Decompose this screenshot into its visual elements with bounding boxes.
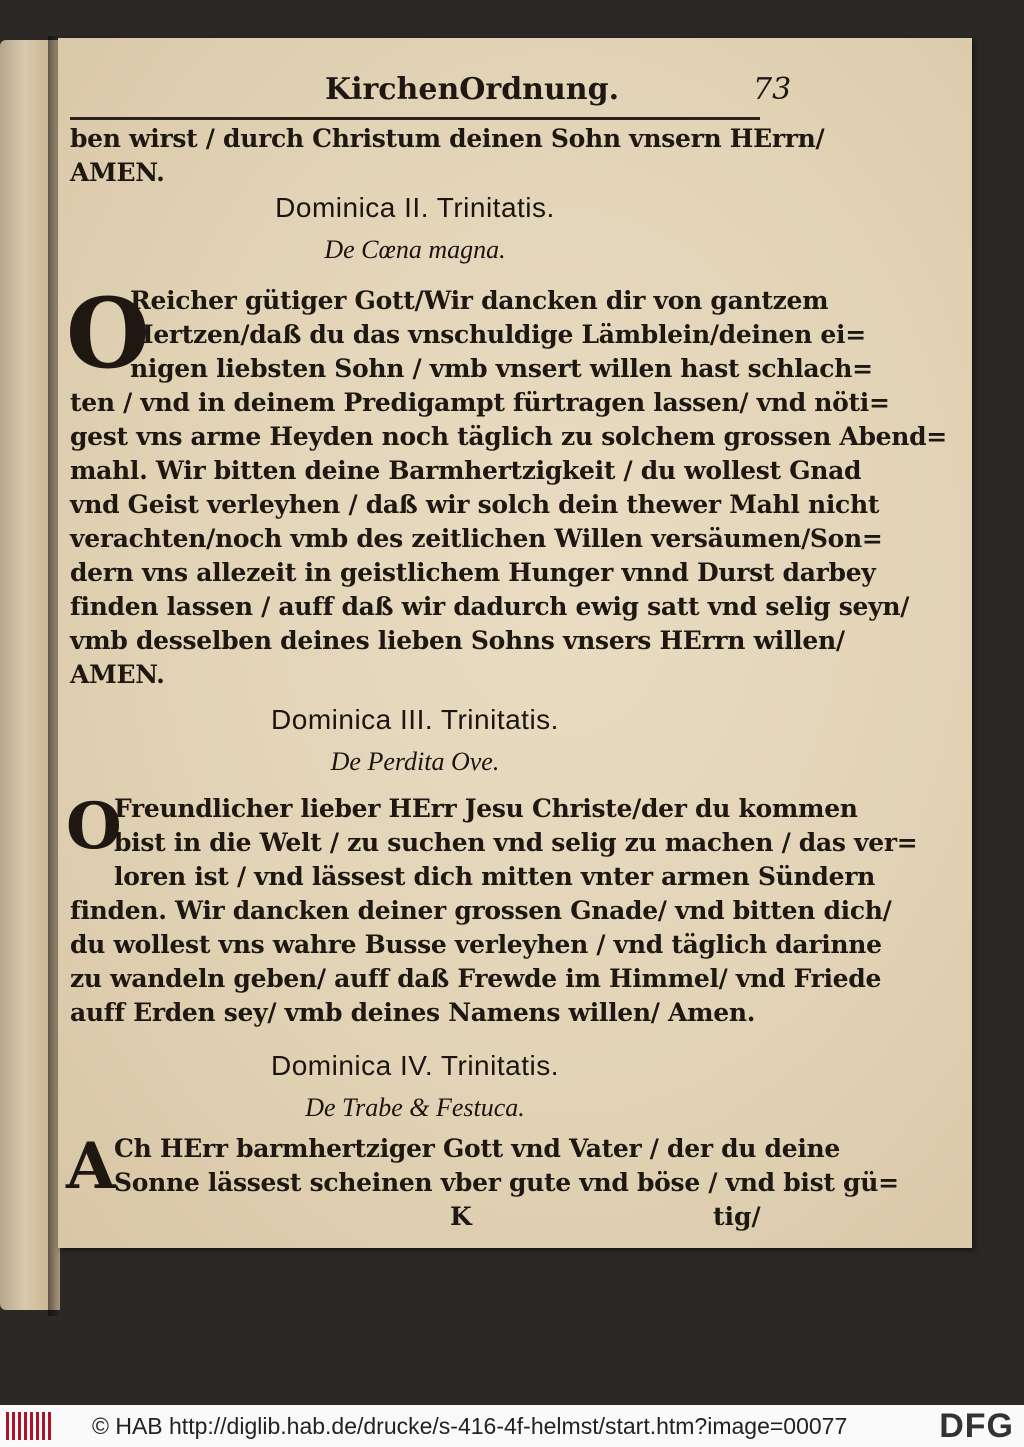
- dfg-logo: DFG: [939, 1407, 1014, 1445]
- text-line: du wollest vns wahre Busse verleyhen / vnd täglich darinne: [70, 930, 882, 959]
- text-block: [66, 122, 947, 1234]
- prayer-paragraph: [66, 1129, 899, 1204]
- text-line: vmb desselben deines lieben Sohns vnsers HErrn willen/: [70, 626, 845, 655]
- text-line: AMEN.: [70, 158, 165, 187]
- text-line: gest vns arme Heyden noch täglich zu solchem grossen Abend=: [70, 422, 947, 451]
- text-line: finden lassen / auff daß wir dadurch ewig satt vnd selig seyn/: [70, 592, 910, 621]
- viewer-footer-bar: [0, 1405, 1024, 1447]
- section-heading: Dominica II. Trinitatis.: [275, 192, 555, 223]
- text-line: mahl. Wir bitten deine Barmhertzigkeit / du wollest Gnad: [70, 456, 862, 485]
- hab-barcode-icon: [6, 1412, 52, 1440]
- page-header: [70, 72, 792, 112]
- text-line: Freundlicher lieber HErr Jesu Christe/der du kommen: [114, 794, 858, 823]
- text-line: ben wirst / durch Christum deinen Sohn vnsern HErrn/: [70, 124, 825, 153]
- running-title: KirchenOrdnung.: [325, 72, 620, 107]
- page-footer: [70, 1200, 760, 1234]
- header-rule: [70, 117, 760, 120]
- text-line: vnd Geist verleyhen / daß wir solch dein thewer Mahl nicht: [70, 490, 880, 519]
- text-line: bist in die Welt / zu suchen vnd selig zu machen / das ver=: [114, 828, 918, 857]
- copyright-link[interactable]: © HAB http://diglib.hab.de/drucke/s-416-4f-helmst/start.htm?image=00077: [92, 1412, 848, 1439]
- prayer-paragraph: [66, 277, 947, 692]
- text-line: verachten/noch vmb des zeitlichen Willen versäumen/Son=: [70, 524, 883, 553]
- drop-cap-initial: A: [66, 1129, 116, 1204]
- text-line: loren ist / vnd lässest dich mitten vnter armen Sündern: [114, 862, 875, 891]
- section-heading: Dominica III. Trinitatis.: [271, 704, 559, 735]
- text-line: finden. Wir dancken deiner grossen Gnade/ vnd bitten dich/: [70, 896, 892, 925]
- section-heading: Dominica IV. Trinitatis.: [271, 1050, 559, 1081]
- text-line: zu wandeln geben/ auff daß Frewde im Himmel/ vnd Friede: [70, 964, 882, 993]
- text-line: Ch HErr barmhertziger Gott vnd Vater / der du deine: [114, 1134, 841, 1163]
- text-line: Reicher gütiger Gott/Wir dancken dir von gantzem: [130, 286, 829, 315]
- text-line: auff Erden sey/ vmb deines Namens willen/ Amen.: [70, 998, 756, 1027]
- page-number: 73: [753, 72, 792, 107]
- text-line: ten / vnd in deinem Predigampt fürtragen lassen/ vnd nöti=: [70, 388, 890, 417]
- drop-cap-initial: O: [66, 789, 122, 864]
- catchword: tig/: [713, 1202, 761, 1231]
- text-line: nigen liebsten Sohn / vmb vnsert willen hast schlach=: [130, 354, 873, 383]
- text-line: dern vns allezeit in geistlichem Hunger vnnd Durst darbey: [70, 558, 876, 587]
- section-subheading: De Perdita Ove.: [330, 747, 500, 776]
- text-line: AMEN.: [70, 660, 165, 689]
- section-subheading: De Trabe & Festuca.: [305, 1093, 525, 1122]
- text-line: Sonne lässest scheinen vber gute vnd böse / vnd bist gü=: [114, 1168, 899, 1197]
- signature-mark: K: [450, 1202, 472, 1231]
- section-subheading: De Cœna magna.: [324, 235, 506, 264]
- prayer-paragraph: [66, 789, 918, 1030]
- text-line: Hertzen/daß du das vnschuldige Lämblein/deinen ei=: [130, 320, 866, 349]
- drop-cap-initial: O: [66, 277, 150, 390]
